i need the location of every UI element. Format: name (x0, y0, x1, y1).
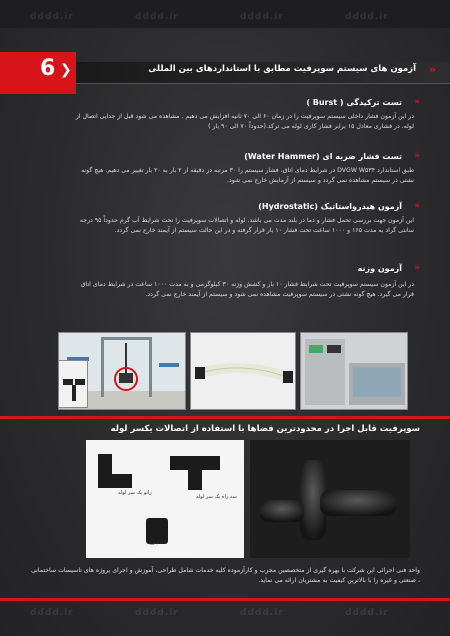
double-chevron-right-icon: » (428, 63, 436, 76)
test-chamber-illustration (301, 333, 408, 410)
watermark: dddd.ir (345, 12, 389, 22)
double-chevron-right-icon: » (414, 201, 420, 211)
installation-photo (250, 440, 410, 558)
section-title-weight: آزمون وزنه (357, 264, 402, 273)
double-chevron-right-icon: » (414, 151, 420, 161)
chevron-right-icon: ❯ (60, 62, 72, 78)
installation-illustration (250, 440, 410, 558)
section-body-water-hammer: طبق استاندارد DVGW W۵۳۴ در شرایط دمای اتاق، فشار سیستم را ۳۰ مرتبه در دقیقه از ۲ بار به ۲۰ بار تغییر می دهیم. هیچ گونه نشتی در سیستم مشاهده نمی گردد و سیستم از آزمایش خارج نمی شود. (81, 167, 414, 184)
watermark: dddd.ir (30, 12, 74, 22)
section-body-burst: در این آزمون فشار داخلی سیستم سوپرفیت را در زمان ۶۰ الی ۷۰ ثانیه افزایش می دهیم . مشاهده می شود قبل از جدایی اتصال از لوله، در فشاری معادل ۱۵ برابر فشار کاری لوله می ترکد.(حدوداً ۷۰ الی ۹۰ بار ) (75, 113, 414, 130)
footer-text: واحد فنی اجرائی این شرکت با بهره گیری از متخصصین مجرب و کارآزموده کلیه خدمات شامل طراحی، آموزش و اجرای پروژه های تاسیسات ساختمانی ، صنعتی و غیره را با بالاترین کیفیت به مشتریان ارائه می نماید. (31, 567, 420, 584)
page-title: آزمون های سیستم سوپرفیت مطابق با استانداردهای بین المللی (148, 64, 416, 74)
product-label-tee: سه راه یک سر لوله (196, 494, 237, 500)
fitting-closeup-illustration (59, 361, 88, 408)
double-chevron-right-icon: » (414, 97, 420, 107)
section-body-hydrostatic: این آزمون جهت بررسی تحمل فشار و دما در بلند مدت می باشد. لوله و اتصالات سوپرفیت را تحت شرایط آب گرم حدوداً ۹۵ درجه سانتی گراد به مدت ۱۶۵ و ۱۰۰۰ ساعت تحت فشار ۱۰ بار قرار گرفته و در این حالت سیستم از آیمند خارج نمی گردد. (79, 217, 414, 234)
watermark: dddd.ir (240, 12, 284, 22)
section-title-water-hammer: تست فشار ضربه ای (Water Hammer) (244, 152, 402, 161)
section-title-hydrostatic: آزمون هیدرواستاتیک (Hydrostatic) (258, 202, 402, 211)
product-label-adapter: آداپتور (150, 540, 163, 546)
fitting-closeup-photo (58, 360, 88, 408)
bottom-divider (0, 598, 450, 601)
watermark: dddd.ir (240, 608, 284, 618)
products-heading: سوپرفیت قابل اجرا در محدودترین فضاها با استفاده از اتصالات یکسر لوله (110, 424, 420, 434)
pipe-sample-illustration (191, 333, 296, 410)
test-chamber-photo (300, 332, 408, 410)
section-title-burst: تست ترکیدگی ( Burst ) (306, 98, 402, 107)
watermark: dddd.ir (135, 12, 179, 22)
section-body-weight: در این آزمون سیستم سوپرفیت تحت شرایط فشار ۱۰ بار و کشش وزنه ۳۰ کیلوگرمی و به مدت ۱۰۰۰ ساعت در شرایط دمای اتاق قرار می گیرد. هیچ گونه نشتی در سیستم سوپرفیت مشاهده نمی شود و سیستم از آیمند خارج نمی گردد. (80, 281, 414, 298)
double-chevron-right-icon: » (414, 263, 420, 273)
watermark: dddd.ir (135, 608, 179, 618)
page-number: 6 (40, 56, 56, 81)
watermark: dddd.ir (30, 608, 74, 618)
section-divider (0, 416, 450, 419)
pipe-sample-photo (190, 332, 296, 410)
product-label-elbow: زانو یک سر لوله (118, 490, 152, 496)
watermark: dddd.ir (345, 608, 389, 618)
